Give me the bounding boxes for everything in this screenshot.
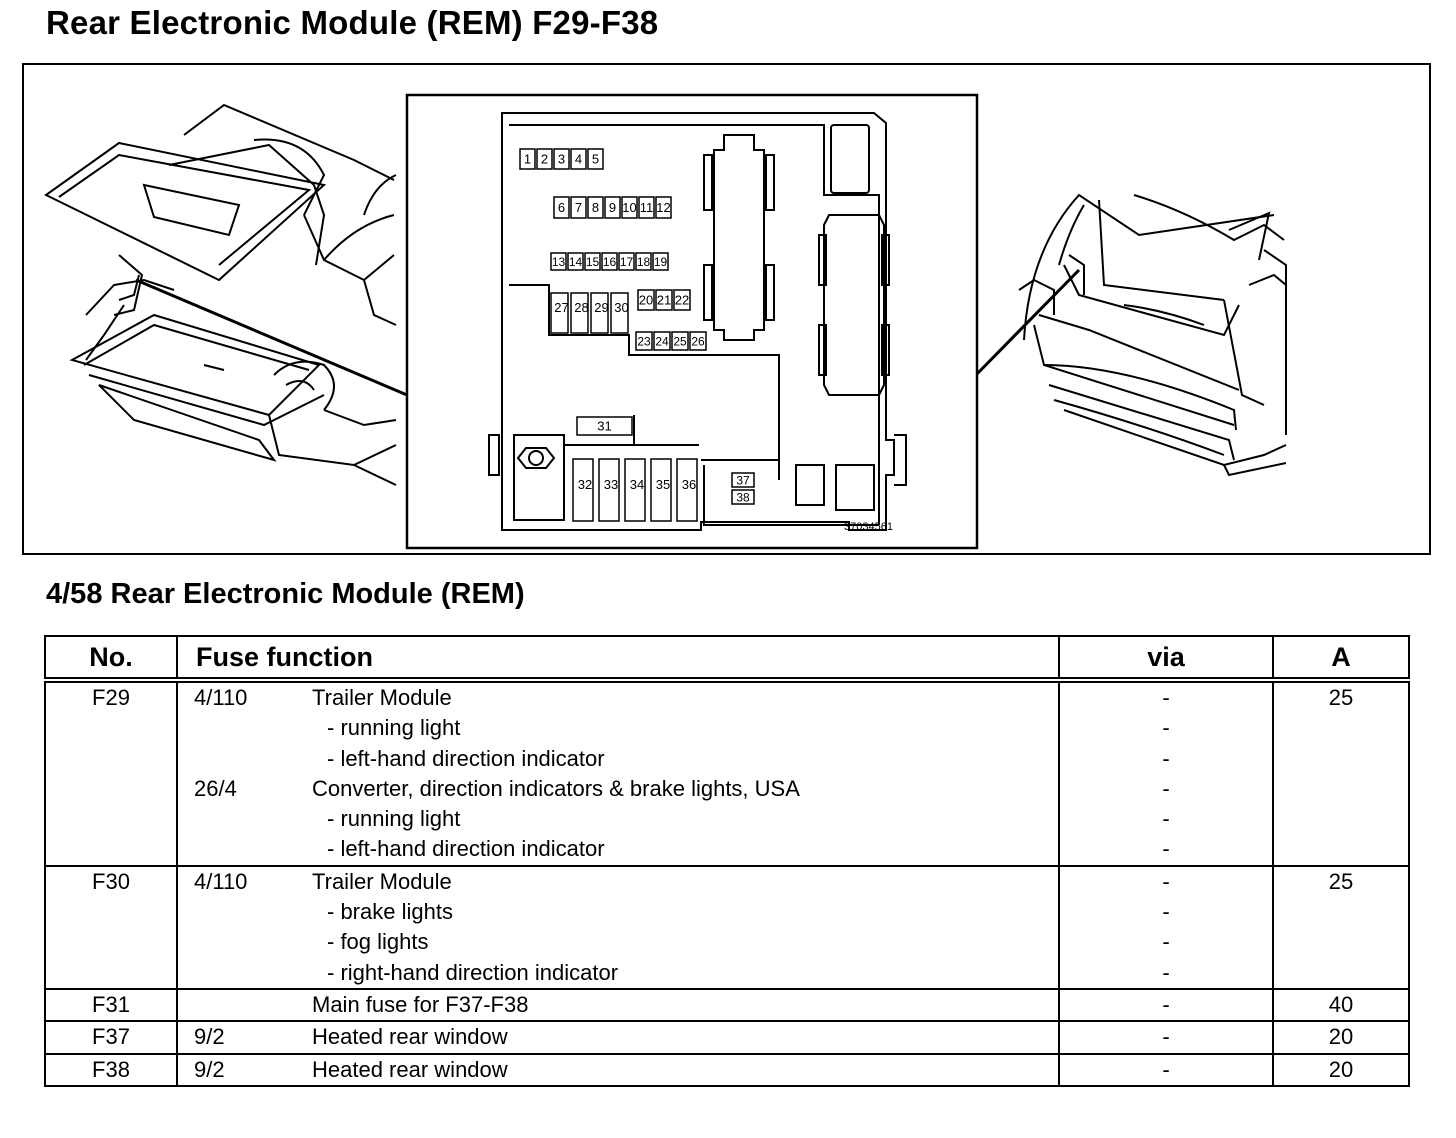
rem-location-illustration bbox=[24, 65, 1429, 553]
cell-amperage bbox=[1273, 989, 1409, 1021]
table-row bbox=[45, 866, 1409, 989]
via-value: - bbox=[1162, 775, 1170, 801]
rem-location-figure bbox=[22, 63, 1431, 555]
header-fuse-function: Fuse function bbox=[177, 636, 1059, 680]
fuse-row2-label: 11 bbox=[639, 200, 654, 216]
cell-fuse-number bbox=[45, 1021, 177, 1053]
fuse-row3-label: 14 bbox=[568, 254, 583, 269]
fuse-number: F37 bbox=[92, 1024, 130, 1050]
component-code bbox=[178, 958, 312, 988]
function-description: - fog lights bbox=[327, 929, 429, 955]
cell-fuse-function bbox=[177, 680, 1059, 866]
component-code bbox=[178, 834, 312, 864]
component-code bbox=[178, 927, 312, 957]
amperage-value: 20 bbox=[1328, 1024, 1354, 1050]
fuse-row3-label: 17 bbox=[619, 254, 634, 269]
component-code bbox=[178, 804, 312, 834]
function-description: - running light bbox=[327, 806, 461, 832]
fuse-row4a-label: 28 bbox=[574, 300, 589, 316]
fuse-row4b-label: 21 bbox=[656, 292, 672, 308]
fuse-31-label: 31 bbox=[597, 418, 612, 434]
component-code: 4/110 bbox=[194, 868, 248, 894]
page-title: Rear Electronic Module (REM) F29-F38 bbox=[46, 4, 659, 41]
function-line bbox=[178, 744, 1058, 774]
cell-fuse-function bbox=[177, 1021, 1059, 1053]
function-description: Trailer Module bbox=[312, 868, 452, 894]
fuse-37-label: 37 bbox=[736, 473, 750, 488]
component-code: 9/2 bbox=[194, 1056, 225, 1082]
function-line bbox=[178, 867, 1058, 897]
fuse-row1-label: 4 bbox=[574, 151, 583, 167]
function-description: Heated rear window bbox=[312, 1024, 508, 1050]
via-value: - bbox=[1162, 959, 1170, 985]
fuse-row5-label: 23 bbox=[637, 334, 651, 349]
fuse-row3-label: 18 bbox=[636, 254, 651, 269]
right-vehicle-drawing bbox=[1019, 195, 1286, 475]
amperage-value: 25 bbox=[1328, 685, 1354, 710]
function-line bbox=[178, 897, 1058, 927]
fuse-row4a-label: 30 bbox=[614, 300, 629, 316]
function-description: - brake lights bbox=[327, 899, 453, 925]
function-line bbox=[178, 774, 1058, 804]
fuse-row2-label: 12 bbox=[656, 200, 671, 216]
via-value: - bbox=[1162, 685, 1170, 710]
table-row bbox=[45, 1021, 1409, 1053]
cell-amperage bbox=[1273, 680, 1409, 866]
fuse-row2-label: 10 bbox=[622, 200, 637, 216]
cell-fuse-number bbox=[45, 866, 177, 989]
fuse-row2-label: 8 bbox=[591, 200, 600, 216]
component-code: 9/2 bbox=[194, 1024, 225, 1050]
fuse-row5-label: 26 bbox=[691, 334, 705, 349]
component-code bbox=[178, 990, 312, 1020]
function-line bbox=[178, 804, 1058, 834]
fuse-row6-label: 36 bbox=[681, 476, 697, 492]
fuse-row1-label: 2 bbox=[540, 151, 549, 167]
cell-amperage bbox=[1273, 866, 1409, 989]
function-description: - left-hand direction indicator bbox=[327, 836, 605, 862]
fuse-number: F31 bbox=[92, 991, 130, 1017]
cell-via bbox=[1059, 866, 1273, 989]
table-row bbox=[45, 1054, 1409, 1086]
function-line bbox=[178, 683, 1058, 713]
function-description: - running light bbox=[327, 715, 461, 741]
cell-fuse-function bbox=[177, 866, 1059, 989]
fuse-row1-label: 3 bbox=[557, 151, 566, 167]
function-line bbox=[178, 990, 1058, 1020]
table-row bbox=[45, 989, 1409, 1021]
part-number: 37034561 bbox=[844, 521, 893, 533]
fuse-row2-label: 9 bbox=[608, 200, 617, 216]
component-code: 26/4 bbox=[194, 775, 237, 801]
via-value: - bbox=[1162, 899, 1170, 925]
cell-fuse-number bbox=[45, 680, 177, 866]
cell-amperage bbox=[1273, 1021, 1409, 1053]
via-value: - bbox=[1162, 1056, 1170, 1082]
fuse-row1-label: 5 bbox=[591, 151, 600, 167]
fuse-row1-label: 1 bbox=[523, 151, 532, 167]
fuse-row2-label: 6 bbox=[557, 200, 566, 216]
via-value: - bbox=[1162, 806, 1170, 832]
fuse-row2-label: 7 bbox=[574, 200, 583, 216]
cell-via bbox=[1059, 989, 1273, 1021]
cell-amperage bbox=[1273, 1054, 1409, 1086]
amperage-value: 25 bbox=[1328, 868, 1354, 894]
header-no: No. bbox=[45, 636, 177, 680]
table-body bbox=[45, 680, 1409, 1086]
fuse-number: F30 bbox=[92, 868, 130, 894]
via-value: - bbox=[1162, 836, 1170, 862]
fuse-table bbox=[44, 635, 1410, 1087]
fuse-row6-label: 35 bbox=[655, 476, 671, 492]
fuse-row5-label: 25 bbox=[673, 334, 687, 349]
cell-via bbox=[1059, 1054, 1273, 1086]
fuse-row3-label: 13 bbox=[551, 254, 566, 269]
component-code bbox=[178, 713, 312, 743]
table-header-row bbox=[45, 636, 1409, 680]
cell-fuse-function bbox=[177, 989, 1059, 1021]
header-amperage: A bbox=[1273, 636, 1409, 680]
function-description: Trailer Module bbox=[312, 685, 452, 710]
fuse-row6-label: 33 bbox=[603, 476, 619, 492]
fuse-row3-label: 16 bbox=[602, 254, 617, 269]
function-line bbox=[178, 1055, 1058, 1085]
table-title: 4/58 Rear Electronic Module (REM) bbox=[46, 578, 525, 610]
fuse-row4a-label: 29 bbox=[594, 300, 609, 316]
function-line bbox=[178, 1022, 1058, 1052]
cell-via bbox=[1059, 680, 1273, 866]
component-code: 4/110 bbox=[194, 685, 248, 710]
via-value: - bbox=[1162, 1024, 1170, 1050]
function-line bbox=[178, 834, 1058, 864]
left-vehicle-drawing bbox=[46, 105, 396, 485]
function-description: Heated rear window bbox=[312, 1056, 508, 1082]
component-code bbox=[178, 744, 312, 774]
fuse-row3-label: 15 bbox=[585, 254, 600, 269]
cell-fuse-function bbox=[177, 1054, 1059, 1086]
fuse-row4b-label: 20 bbox=[638, 292, 654, 308]
header-via: via bbox=[1059, 636, 1273, 680]
via-value: - bbox=[1162, 991, 1170, 1017]
fuse-number: F38 bbox=[92, 1056, 130, 1082]
cell-fuse-number bbox=[45, 1054, 177, 1086]
fuse-number: F29 bbox=[92, 685, 130, 710]
amperage-value: 40 bbox=[1328, 991, 1354, 1017]
function-description: Main fuse for F37-F38 bbox=[312, 991, 529, 1017]
via-value: - bbox=[1162, 715, 1170, 741]
function-line bbox=[178, 958, 1058, 988]
fuse-row6-label: 34 bbox=[629, 476, 645, 492]
via-value: - bbox=[1162, 868, 1170, 894]
function-line bbox=[178, 927, 1058, 957]
fuse-row3-label: 19 bbox=[653, 254, 668, 269]
fuse-row6-label: 32 bbox=[577, 476, 593, 492]
fuse-38-label: 38 bbox=[736, 490, 750, 505]
table-row bbox=[45, 680, 1409, 866]
via-value: - bbox=[1162, 745, 1170, 771]
fuse-row5-label: 24 bbox=[655, 334, 669, 349]
function-line bbox=[178, 713, 1058, 743]
via-value: - bbox=[1162, 929, 1170, 955]
function-description: - right-hand direction indicator bbox=[327, 959, 619, 985]
function-description: - left-hand direction indicator bbox=[327, 745, 605, 771]
component-code bbox=[178, 897, 312, 927]
cell-fuse-number bbox=[45, 989, 177, 1021]
fuse-row4b-label: 22 bbox=[674, 292, 690, 308]
amperage-value: 20 bbox=[1328, 1056, 1354, 1082]
cell-via bbox=[1059, 1021, 1273, 1053]
function-description: Converter, direction indicators & brake lights, USA bbox=[312, 775, 800, 801]
fuse-row4a-label: 27 bbox=[554, 300, 569, 316]
